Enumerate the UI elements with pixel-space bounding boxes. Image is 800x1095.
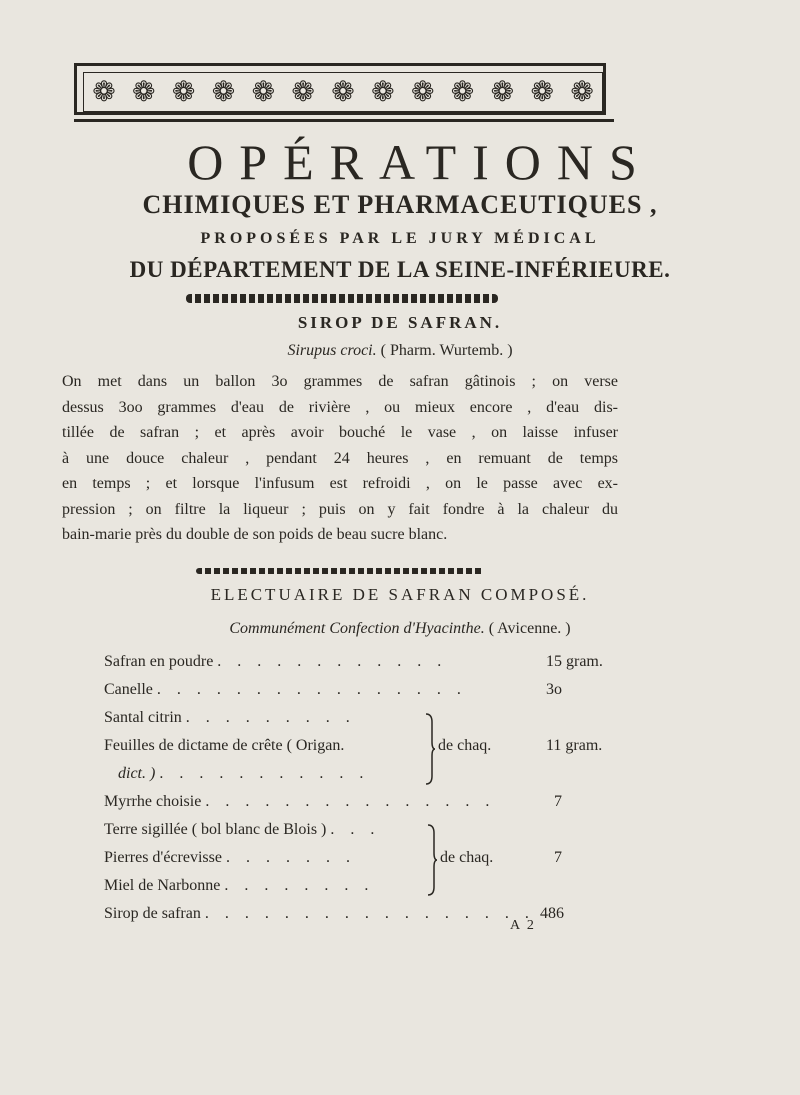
list-item — [104, 905, 535, 927]
leader-dots: . . . . . . . . . . . — [159, 765, 370, 782]
paragraph-line: pression ; on filtre la liqueur ; puis on y fait fondre à la chaleur du — [62, 500, 618, 518]
section2-heading: ELECTUAIRE DE SAFRAN COMPOSÉ. — [210, 585, 590, 604]
bee-ornament-icon: ❁ — [291, 77, 315, 108]
brace-group-2 — [426, 823, 438, 897]
ingredient-name: Canelle — [104, 681, 153, 698]
bee-ornament-row — [83, 72, 603, 112]
group2-amount: 7 — [554, 849, 562, 866]
group1-amount: 11 gram. — [546, 737, 603, 754]
leader-dots: . . . — [330, 821, 381, 838]
paragraph-line: dessus 3oo grammes d'eau de rivière , ou mieux encore , d'eau dis- — [62, 398, 618, 416]
amount: 486 — [540, 905, 564, 922]
common-name: Communément Confection d'Hyacinthe. — [229, 620, 485, 637]
list-item — [104, 793, 495, 815]
leader-dots: . . . . . . . — [225, 849, 356, 866]
list-item — [104, 709, 356, 731]
bee-ornament-icon: ❁ — [410, 77, 435, 108]
leader-dots: . . . . . . . . . . . . — [217, 653, 448, 670]
ingredient-name: Feuilles de dictame de crête ( Origan. — [104, 737, 345, 754]
leader-dots: . . . . . . . . . . . . . . . — [205, 793, 496, 810]
paragraph-line: bain-marie près du double de son poids de beau sucre blanc. — [62, 526, 448, 543]
ingredient-name: Safran en poudre — [104, 653, 214, 670]
subtitle-line-2: PROPOSÉES PAR LE JURY MÉDICAL — [200, 230, 600, 247]
section2-subtitle — [0, 620, 800, 638]
amount: 15 gram. — [546, 653, 603, 670]
ingredient-name: Pierres d'écrevisse — [104, 849, 222, 866]
list-item — [104, 877, 374, 899]
band-frame — [74, 63, 606, 115]
paragraph-line: On met dans un ballon 3o grammes de safran gâtinois ; on verse — [62, 373, 618, 390]
group2-note: de chaq. — [440, 849, 494, 866]
leader-dots: . . . . . . . . . — [185, 709, 356, 726]
ornamental-rule-2 — [196, 568, 484, 574]
ornamental-rule-1 — [186, 294, 498, 303]
bee-ornament-icon: ❁ — [132, 77, 156, 108]
bee-ornament-icon: ❁ — [211, 77, 236, 108]
ornamental-header-band — [74, 63, 610, 121]
page-title: OPÉRATIONS — [187, 134, 653, 190]
bee-ornament-icon: ❁ — [171, 77, 196, 108]
bee-ornament-icon: ❁ — [530, 77, 554, 108]
leader-dots: . . . . . . . . . . . . . . . . — [156, 681, 467, 698]
paragraph-line: tillée de safran ; et après avoir bouché le vase , on laisse infuser — [62, 424, 618, 441]
list-item — [104, 681, 467, 703]
bee-ornament-icon: ❁ — [371, 77, 395, 108]
amount: 3o — [546, 681, 562, 698]
bee-ornament-icon: ❁ — [570, 77, 594, 108]
list-item — [104, 653, 447, 675]
bee-ornament-icon: ❁ — [92, 77, 116, 108]
signature-mark: A 2 — [510, 918, 536, 933]
amount: 7 — [554, 793, 562, 810]
list-item — [104, 849, 356, 871]
list-item — [104, 737, 344, 759]
common-source: ( Avicenne. ) — [484, 620, 571, 637]
section1-heading: SIROP DE SAFRAN. — [297, 313, 503, 332]
subtitle-line-1: CHIMIQUES ET PHARMACEUTIQUES , — [142, 190, 658, 219]
leader-dots: . . . . . . . . . . . . . . . . . — [204, 905, 535, 922]
latin-name: Sirupus croci. — [287, 342, 377, 359]
brace-group-1 — [424, 712, 436, 786]
paragraph-line: à une douce chaleur , pendant 24 heures , en remuant de temps — [62, 449, 618, 467]
ingredient-name: Myrrhe choisie — [104, 793, 202, 810]
paragraph-line: en temps ; et lorsque l'infusum est refroidi , on le passe avec ex- — [62, 475, 618, 492]
ingredient-name: Santal citrin — [104, 709, 182, 726]
list-item — [104, 821, 380, 843]
bee-ornament-icon: ❁ — [450, 77, 475, 108]
section1-latin-name — [0, 342, 800, 360]
bee-ornament-icon: ❁ — [490, 77, 515, 108]
list-item — [118, 765, 369, 787]
ingredient-name: dict. ) — [118, 765, 156, 782]
ingredient-name: Sirop de safran — [104, 905, 201, 922]
leader-dots: . . . . . . . . — [224, 877, 375, 894]
group1-note: de chaq. — [438, 737, 492, 754]
subtitle-line-3: DU DÉPARTEMENT DE LA SEINE-INFÉRIEURE. — [129, 257, 671, 282]
ingredient-name: Terre sigillée ( bol blanc de Blois ) — [104, 821, 327, 838]
bee-ornament-icon: ❁ — [251, 77, 276, 108]
band-underline — [74, 119, 614, 122]
ingredient-name: Miel de Narbonne — [104, 877, 221, 894]
section1-paragraph — [62, 369, 618, 548]
latin-source: ( Pharm. Wurtemb. ) — [376, 342, 513, 359]
bee-ornament-icon: ❁ — [331, 77, 355, 108]
